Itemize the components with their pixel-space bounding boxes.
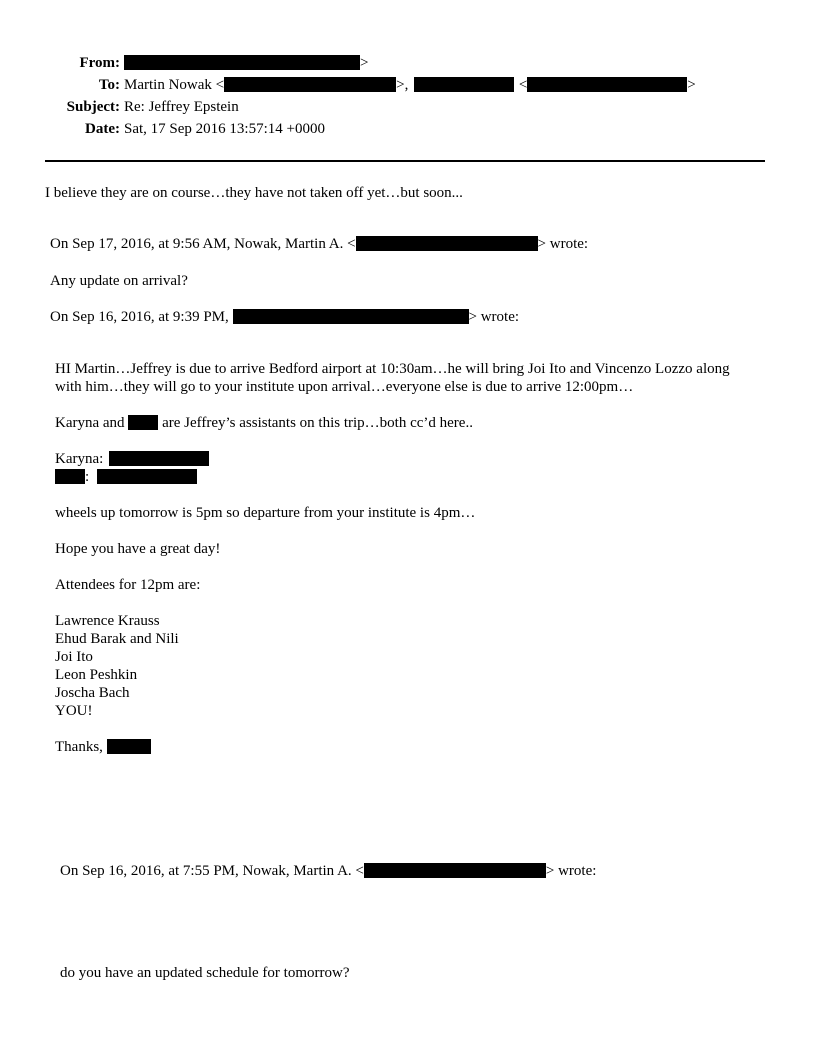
from-label: From: (79, 55, 120, 71)
contact-line (55, 450, 209, 468)
assistants-prefix: Karyna and (55, 415, 125, 431)
redaction-block (233, 309, 469, 324)
redaction-block (527, 77, 687, 92)
to-separator: >, (396, 77, 409, 93)
attendees-intro: Attendees for 12pm are: (55, 577, 201, 593)
attendee-item: Joi Ito (55, 649, 93, 665)
from-value (124, 54, 368, 72)
date-value: Sat, 17 Sep 2016 13:57:14 +0000 (124, 121, 325, 137)
quote-header (60, 862, 596, 880)
quote-header-suffix: > wrote: (468, 309, 520, 325)
contact-colon: : (85, 469, 90, 485)
redaction-block (356, 236, 538, 251)
question-text: do you have an updated schedule for tomorrow? (60, 965, 350, 981)
redaction-block (124, 55, 360, 70)
message-paragraph: HI Martin…Jeffrey is due to arrive Bedford airport at 10:30am…he will bring Joi Ito and Vincenzo Lozzo along with him…they will go to your institute upon arrival…everyone else is due to arrive 12:00pm… (55, 361, 730, 395)
attendee-item: Ehud Barak and Nili (55, 631, 179, 647)
date-label: Date: (85, 121, 120, 137)
quote-header-suffix: > wrote: (545, 863, 597, 879)
header-divider (45, 160, 765, 162)
to-second-close: > (687, 77, 696, 93)
quote-header (50, 235, 588, 253)
contact-label: Karyna: (55, 451, 104, 467)
quote-header-prefix: On Sep 17, 2016, at 9:56 AM, Nowak, Martin A. < (50, 236, 356, 252)
signoff-line (55, 738, 151, 756)
contact-line (55, 468, 197, 486)
redaction-block (224, 77, 396, 92)
redaction-block (107, 739, 151, 754)
redaction-block (109, 451, 209, 466)
quote-header-suffix: > wrote: (537, 236, 589, 252)
to-label: To: (98, 77, 120, 93)
quote-header (50, 308, 519, 326)
to-name: Martin Nowak < (124, 77, 225, 93)
attendees-list (55, 612, 179, 720)
attendee-item: Joscha Bach (55, 685, 130, 701)
attendee-item: Leon Peshkin (55, 667, 138, 683)
redaction-block (97, 469, 197, 484)
assistants-suffix: are Jeffrey’s assistants on this trip…both cc’d here.. (162, 415, 473, 431)
greeting-line: Hope you have a great day! (55, 541, 221, 557)
quote-text: Any update on arrival? (50, 273, 188, 289)
to-second-open: < (518, 77, 528, 93)
from-close-bracket: > (360, 55, 369, 71)
assistants-line (55, 414, 473, 432)
reply-text: I believe they are on course…they have not taken off yet…but soon... (45, 185, 463, 201)
attendee-item: YOU! (55, 703, 93, 719)
wheels-line: wheels up tomorrow is 5pm so departure from your institute is 4pm… (55, 505, 476, 521)
subject-label: Subject: (66, 99, 120, 115)
redaction-block (414, 77, 514, 92)
quote-header-prefix: On Sep 16, 2016, at 9:39 PM, (50, 309, 229, 325)
attendee-item: Lawrence Krauss (55, 613, 160, 629)
redaction-block (364, 863, 546, 878)
quote-header-prefix: On Sep 16, 2016, at 7:55 PM, Nowak, Martin A. < (60, 863, 364, 879)
redaction-block (128, 415, 158, 430)
signoff-text: Thanks, (55, 739, 103, 755)
to-value (124, 76, 696, 94)
redaction-block (55, 469, 85, 484)
subject-value: Re: Jeffrey Epstein (124, 99, 239, 115)
